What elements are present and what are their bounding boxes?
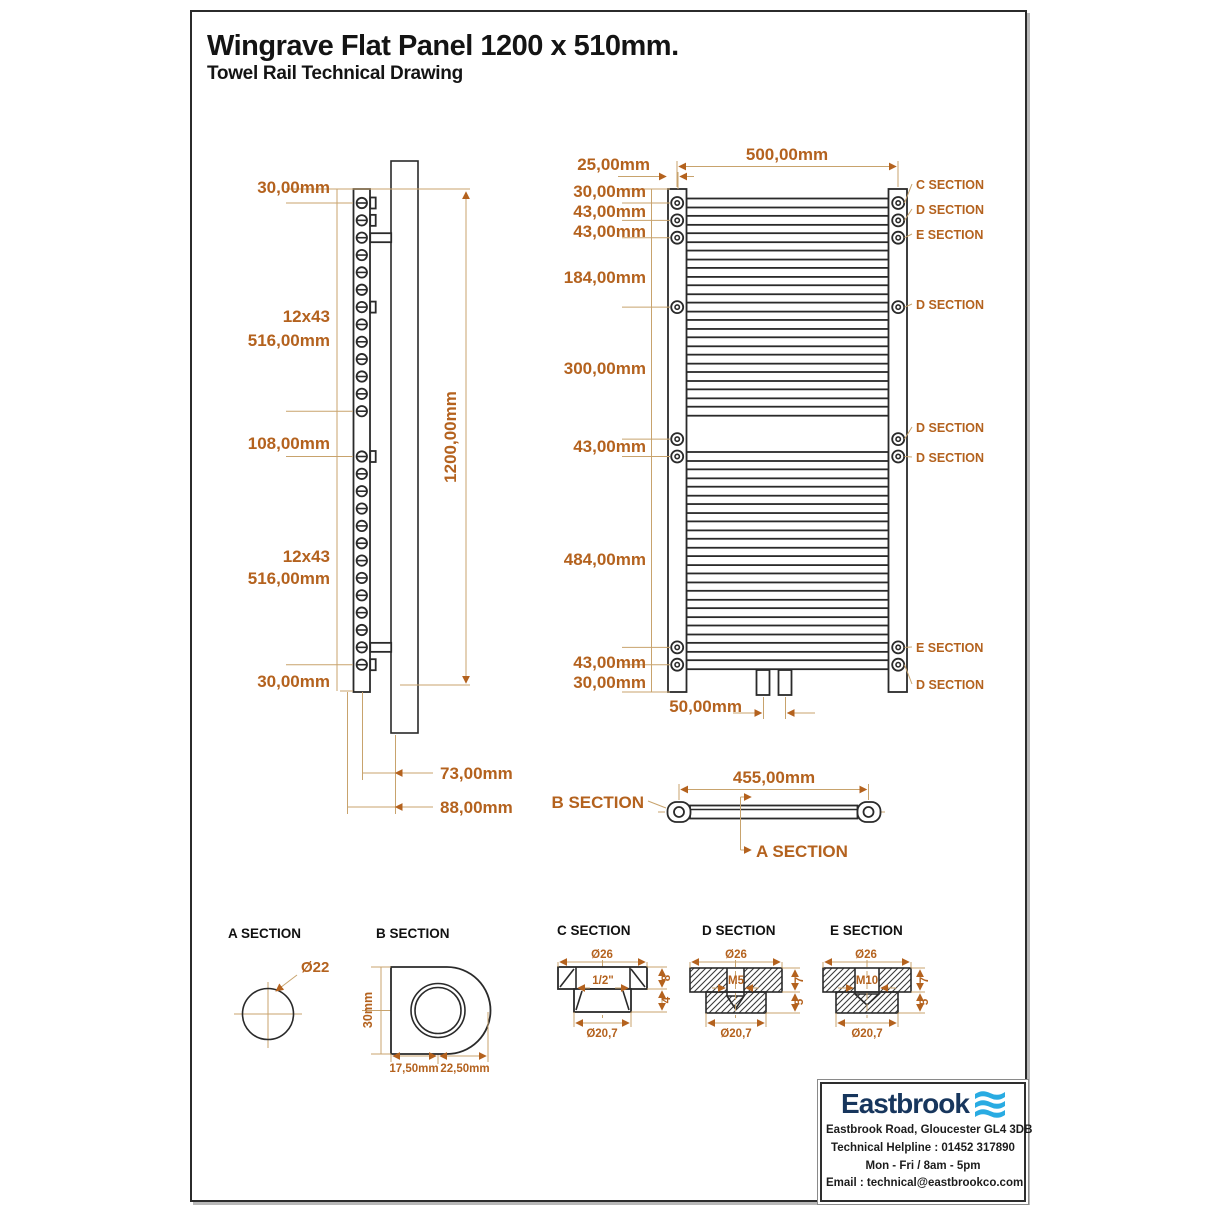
front-view [564,145,984,719]
fitting-plug [671,232,683,244]
address-line: Eastbrook Road, Gloucester GL4 3DB [826,1124,1033,1136]
side-dim-label: 516,00mm [247,331,330,350]
b-height-label: 30mm [361,991,375,1029]
height-dim-label: 1200,00mm [441,391,460,483]
d-section-title: D SECTION [702,923,776,938]
side-dim-labels [248,178,330,691]
c-side1-label: 8 [661,974,673,982]
c-top-label: Ø26 [591,949,613,961]
fitting-plug [671,301,683,313]
fitting-plug [892,232,904,244]
towel-tube [687,216,889,225]
a-diameter-label: Ø22 [301,959,330,976]
section-callout-label: C SECTION [916,178,985,192]
section-callout-label: D SECTION [916,298,985,312]
wall-brackets [370,198,391,671]
section-callout-label: D SECTION [916,421,985,435]
e-side1-label: 7 [919,976,931,984]
brand-name: Eastbrook [841,1088,969,1119]
side-view [248,161,513,817]
c-section-title: C SECTION [557,923,631,938]
bracket-tab [370,302,376,313]
side-dim-label: 12x43 [282,307,330,326]
front-dim-label: 300,00mm [563,359,646,378]
fitting-plug [671,659,683,671]
c-bottom-label: Ø20,7 [586,1028,618,1040]
bracket-tab [370,215,376,226]
section-callout-label: D SECTION [916,203,985,217]
fitting-plug [671,451,683,463]
section-callout-label: D SECTION [916,451,985,465]
fitting-plug [671,197,683,209]
bracket-tab [370,198,376,209]
front-dim-label: 43,00mm [573,437,646,456]
depth-dim-label: 88,00mm [440,798,513,817]
towel-tube [687,251,889,260]
d-bottom-label: Ø20,7 [720,1028,752,1040]
bracket-arm [370,643,391,652]
fitting-plug [892,641,904,653]
detail-c-section [557,923,673,1040]
detail-b-section [361,926,491,1075]
towel-tube [687,643,889,652]
b-dim1-label: 17,50mm [389,1063,439,1075]
a-section-title: A SECTION [228,926,302,941]
towel-tube [687,469,889,478]
e-top-label: Ø26 [855,949,877,961]
towel-tube [687,573,889,582]
b-section-pointer: B SECTION [551,793,644,812]
towel-tube [687,487,889,496]
pipe-connection [757,670,770,695]
towel-tube [687,337,889,346]
towel-tube [687,556,889,565]
e-bottom-label: Ø20,7 [851,1028,883,1040]
hours-line: Mon - Fri / 8am - 5pm [865,1159,981,1172]
towel-tube [687,389,889,398]
fitting-plug [892,433,904,445]
flat-panel-profile [391,161,418,733]
b-section-title: B SECTION [376,926,450,941]
d-side1-label: 7 [794,976,806,984]
towel-tube [687,591,889,600]
depth-dim-label: 73,00mm [440,764,513,783]
side-dim-label: 30,00mm [257,672,330,691]
towel-tube [687,285,889,294]
front-dim-label: 484,00mm [563,550,646,569]
towel-tube [687,626,889,635]
side-dim-label: 516,00mm [247,569,330,588]
section-callout-label: E SECTION [916,228,984,242]
email-line: Email : technical@eastbrookco.com [826,1177,1024,1190]
detail-e-section [823,923,931,1040]
bracket-tab [370,659,376,670]
fitting-plug [892,214,904,226]
towel-tube [687,608,889,617]
section-callout-label: D SECTION [916,678,985,692]
callout-leader [905,457,913,458]
bar-length-label: 455,00mm [732,768,816,787]
towel-tube [687,504,889,513]
towel-tube [687,521,889,530]
e-thread-label: M10 [855,975,879,987]
c-thread-label: 1/2" [592,975,614,987]
cross-bar-view [551,768,888,861]
helpline-line: Technical Helpline : 01452 317890 [831,1141,1015,1154]
front-dim-label: 43,00mm [573,202,646,221]
fitting-plug [892,197,904,209]
bracket-tab [370,451,376,462]
towel-tube [687,320,889,329]
front-dim-label: 43,00mm [573,653,646,672]
bracket-profile [391,967,491,1054]
side-dim-label: 108,00mm [247,434,330,453]
page-subtitle: Towel Rail Technical Drawing [207,63,463,84]
e-section-title: E SECTION [830,923,903,938]
side-dim-label: 12x43 [282,547,330,566]
front-dim-label: 184,00mm [563,268,646,287]
fitting-plug [892,451,904,463]
a-section-pointer: A SECTION [756,842,848,861]
towel-tube [687,452,889,461]
side-dim-label: 30,00mm [257,178,330,197]
pipe-connection [779,670,792,695]
section-callout-label: E SECTION [916,641,984,655]
e-side2-label: 5 [919,998,931,1006]
fitting-plug [892,301,904,313]
towel-tube [687,355,889,364]
detail-d-section [690,923,806,1040]
front-dim-label: 30,00mm [573,182,646,201]
width-dim-label: 500,00mm [745,145,829,164]
d-thread-label: M5 [728,975,744,987]
bracket-arm [370,233,391,242]
d-side2-label: 5 [794,998,806,1006]
page-title: Wingrave Flat Panel 1200 x 510mm. [207,30,679,62]
towel-tube [687,268,889,277]
front-dim-labels [564,182,646,692]
towel-tube [687,539,889,548]
towel-tube [687,303,889,312]
front-dim-label: 30,00mm [573,673,646,692]
fitting-plug [671,214,683,226]
cross-tube [690,806,858,819]
d-top-label: Ø26 [725,949,747,961]
towel-tube [687,199,889,208]
towel-tube [687,372,889,381]
towel-tube [687,233,889,242]
towel-tube [687,407,889,416]
section-callouts [905,178,985,692]
fitting-plug [892,659,904,671]
offset-dim-label: 25,00mm [577,155,650,174]
front-dim-label: 43,00mm [573,222,646,241]
b-dim2-label: 22,50mm [440,1063,490,1075]
fitting-plug [671,433,683,445]
c-side2-label: 4 [661,996,673,1004]
towel-tubes [687,199,889,670]
fitting-plug [671,641,683,653]
towel-tube [687,660,889,669]
detail-a-section [228,926,329,1048]
pipe-dim-label: 50,00mm [669,697,742,716]
